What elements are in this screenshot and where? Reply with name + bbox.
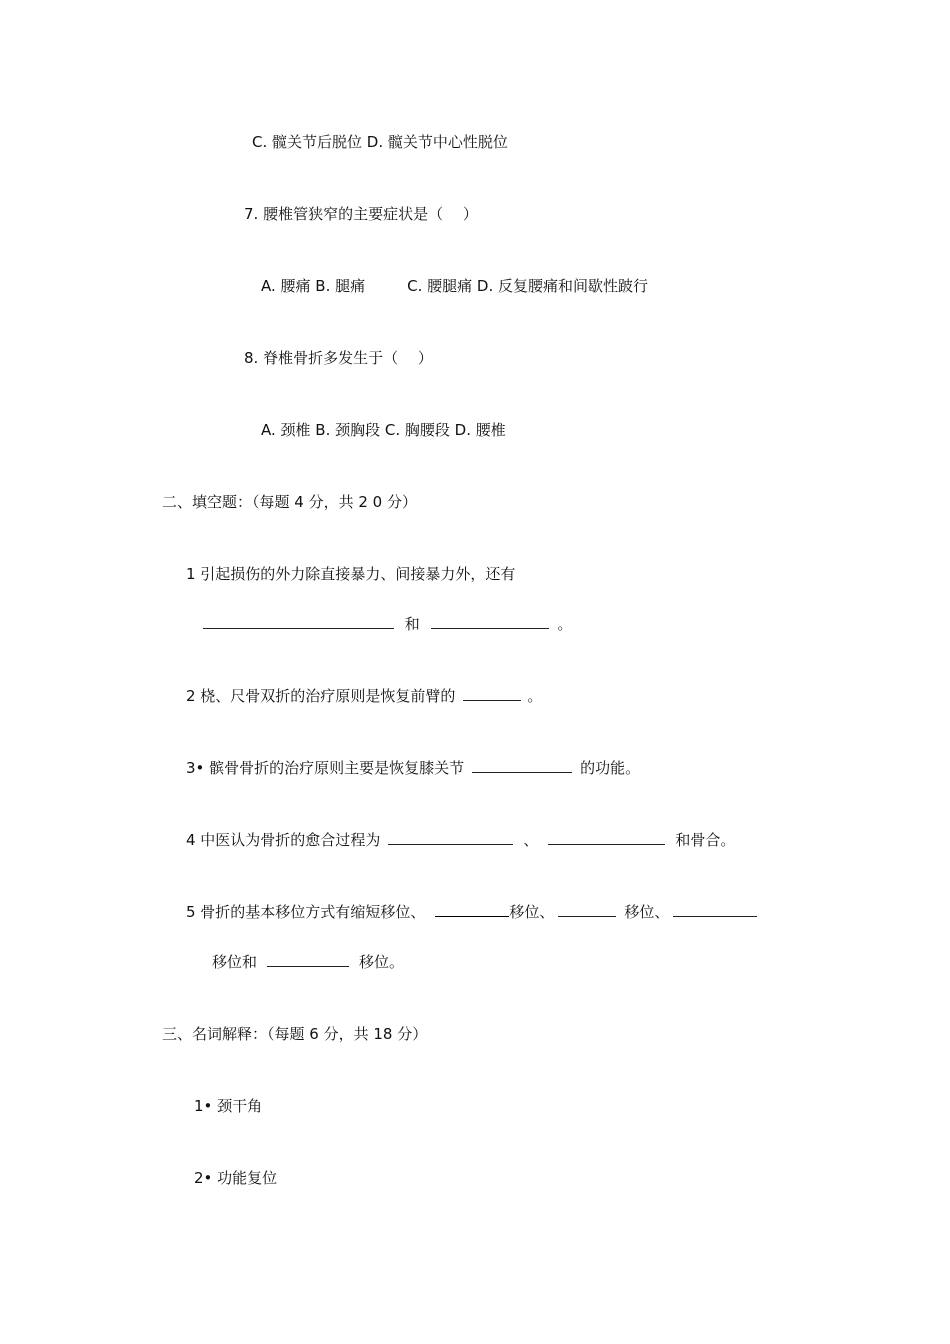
fill-blank[interactable] <box>472 758 572 773</box>
fill-q5-line2 <box>212 952 404 972</box>
fill-blank[interactable] <box>431 614 549 629</box>
fill-q1-and: 和 <box>404 615 420 633</box>
fill-q3-text: 3• 髌骨骨折的治疗原则主要是恢复膝关节 <box>186 759 465 777</box>
term-item: 2• 功能复位 <box>194 1169 278 1187</box>
q8-options: A. 颈椎 B. 颈胸段 C. 胸腰段 D. 腰椎 <box>261 421 506 439</box>
fill-q2 <box>186 686 542 706</box>
fill-q1-text: 1 引起损伤的外力除直接暴力、间接暴力外，还有 <box>186 565 516 583</box>
fill-q4-text: 4 中医认为骨折的愈合过程为 <box>186 831 381 849</box>
fill-q5-text: 5 骨折的基本移位方式有缩短移位、 <box>186 903 426 921</box>
term-item: 1• 颈干角 <box>194 1097 263 1115</box>
fill-blank[interactable] <box>388 830 513 845</box>
fill-q2-end: 。 <box>527 687 543 705</box>
fill-blank[interactable] <box>463 686 521 701</box>
q8-stem: 8. 脊椎骨折多发生于（ ） <box>244 349 433 367</box>
q6-options-cd: C. 髋关节后脱位 D. 髋关节中心性脱位 <box>252 133 508 151</box>
q7-stem: 7. 腰椎管狭窄的主要症状是（ ） <box>244 205 478 223</box>
section-two-heading: 二、填空题：（每题 4 分，共 2 0 分） <box>162 493 417 511</box>
fill-q1-end: 。 <box>557 615 573 633</box>
fill-q5-line2-end: 移位。 <box>359 953 405 971</box>
fill-q5-p2: 移位、 <box>624 903 670 921</box>
fill-q5-p1: 移位、 <box>509 903 555 921</box>
fill-blank[interactable] <box>673 902 757 917</box>
fill-q4-sep: 、 <box>523 831 539 849</box>
q7-options-cd: C. 腰腿痛 D. 反复腰痛和间歇性跛行 <box>407 277 649 295</box>
fill-q4 <box>186 830 735 850</box>
fill-blank[interactable] <box>435 902 509 917</box>
fill-q2-text: 2 桡、尺骨双折的治疗原则是恢复前臂的 <box>186 687 456 705</box>
fill-q4-end: 和骨合。 <box>675 831 736 849</box>
q7-options <box>261 276 648 296</box>
fill-q1-blanks <box>203 614 572 634</box>
fill-q3 <box>186 758 640 778</box>
fill-blank[interactable] <box>203 614 394 629</box>
fill-blank[interactable] <box>548 830 665 845</box>
fill-q5-line2-start: 移位和 <box>212 953 258 971</box>
section-three-heading: 三、名词解释：（每题 6 分，共 18 分） <box>162 1025 428 1043</box>
fill-q3-end: 的功能。 <box>580 759 641 777</box>
fill-q5-line1 <box>186 902 757 922</box>
fill-blank[interactable] <box>558 902 616 917</box>
q7-options-ab: A. 腰痛 B. 腿痛 <box>261 277 366 295</box>
fill-blank[interactable] <box>267 952 349 967</box>
